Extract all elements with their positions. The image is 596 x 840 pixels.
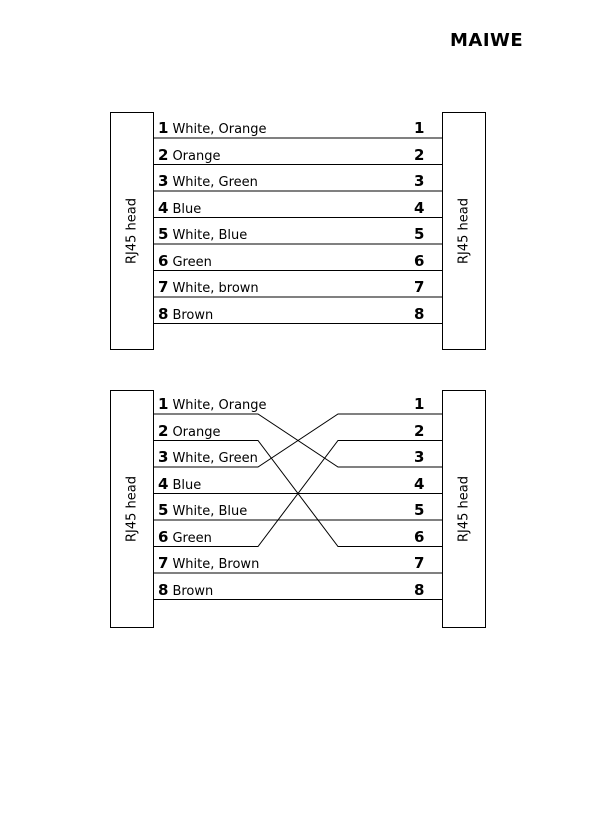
left-pin-number: 6 (158, 527, 169, 546)
wire-label (158, 474, 202, 493)
wire-color-label: Green (172, 254, 212, 270)
wire-label (158, 198, 202, 217)
left-pin-number: 2 (158, 145, 169, 164)
left-pin-number: 5 (158, 225, 169, 243)
wire-label (158, 227, 247, 242)
wire-label (158, 121, 267, 136)
right-pin-number: 6 (414, 251, 425, 270)
right-connector-crossover (442, 390, 486, 628)
wire-label (158, 251, 212, 270)
right-pin-number: 7 (414, 554, 425, 572)
left-pin-number: 4 (158, 198, 169, 217)
right-pin-number: 4 (414, 198, 425, 217)
wire-label (158, 304, 214, 323)
left-connector-label: RJ45 head (124, 198, 140, 264)
left-pin-number: 3 (158, 448, 169, 466)
right-pin-number: 5 (414, 501, 425, 519)
wire-label (158, 145, 221, 164)
right-pin-number: 1 (414, 119, 425, 137)
right-pin-number: 2 (414, 421, 425, 440)
left-connector-straight (110, 112, 154, 350)
left-pin-number: 5 (158, 501, 169, 519)
wire-color-label: Green (172, 530, 212, 546)
left-connector-crossover (110, 390, 154, 628)
right-pin-number: 3 (414, 172, 425, 190)
wire-color-label: White, Orange (172, 122, 267, 137)
right-connector-straight (442, 112, 486, 350)
right-pin-number: 5 (414, 225, 425, 243)
left-connector-label: RJ45 head (124, 476, 140, 542)
wire-label (158, 397, 267, 412)
right-pin-number: 8 (414, 304, 425, 323)
wire-color-label: White, Blue (172, 504, 248, 519)
right-connector-label: RJ45 head (456, 476, 472, 542)
left-pin-number: 3 (158, 172, 169, 190)
left-pin-number: 1 (158, 395, 169, 413)
wire-color-label: Blue (172, 477, 202, 493)
wire-label (158, 556, 259, 571)
wire-label (158, 580, 214, 599)
right-pin-number: 4 (414, 474, 425, 493)
wire-label (158, 421, 221, 440)
wire-label (158, 450, 258, 465)
left-pin-number: 7 (158, 554, 169, 572)
brand-logo: MAIWE (450, 30, 524, 51)
wire-label (158, 280, 259, 295)
left-pin-number: 1 (158, 119, 169, 137)
right-pin-number: 2 (414, 145, 425, 164)
wire-color-label: Brown (172, 583, 214, 599)
wire-color-label: White, Blue (172, 228, 248, 243)
left-pin-number: 7 (158, 278, 169, 296)
wire-color-label: Brown (172, 307, 214, 323)
left-pin-number: 8 (158, 304, 169, 323)
wire-color-label: White, Orange (172, 398, 267, 413)
left-pin-number: 8 (158, 580, 169, 599)
wire-label (158, 174, 258, 189)
right-pin-number: 3 (414, 448, 425, 466)
wire-color-label: Orange (172, 148, 221, 164)
right-connector-label: RJ45 head (456, 198, 472, 264)
right-pin-number: 7 (414, 278, 425, 296)
wire-color-label: White, Brown (172, 557, 260, 572)
right-pin-number: 1 (414, 395, 425, 413)
wire-color-label: White, brown (172, 281, 259, 296)
right-pin-number: 8 (414, 580, 425, 599)
left-pin-number: 2 (158, 421, 169, 440)
wire-label (158, 503, 247, 518)
wire-color-label: Blue (172, 201, 202, 217)
wire-color-label: Orange (172, 424, 221, 440)
right-pin-number: 6 (414, 527, 425, 546)
wire-color-label: White, Green (172, 175, 258, 190)
wire-label (158, 527, 212, 546)
wire-color-label: White, Green (172, 451, 258, 466)
left-pin-number: 4 (158, 474, 169, 493)
left-pin-number: 6 (158, 251, 169, 270)
